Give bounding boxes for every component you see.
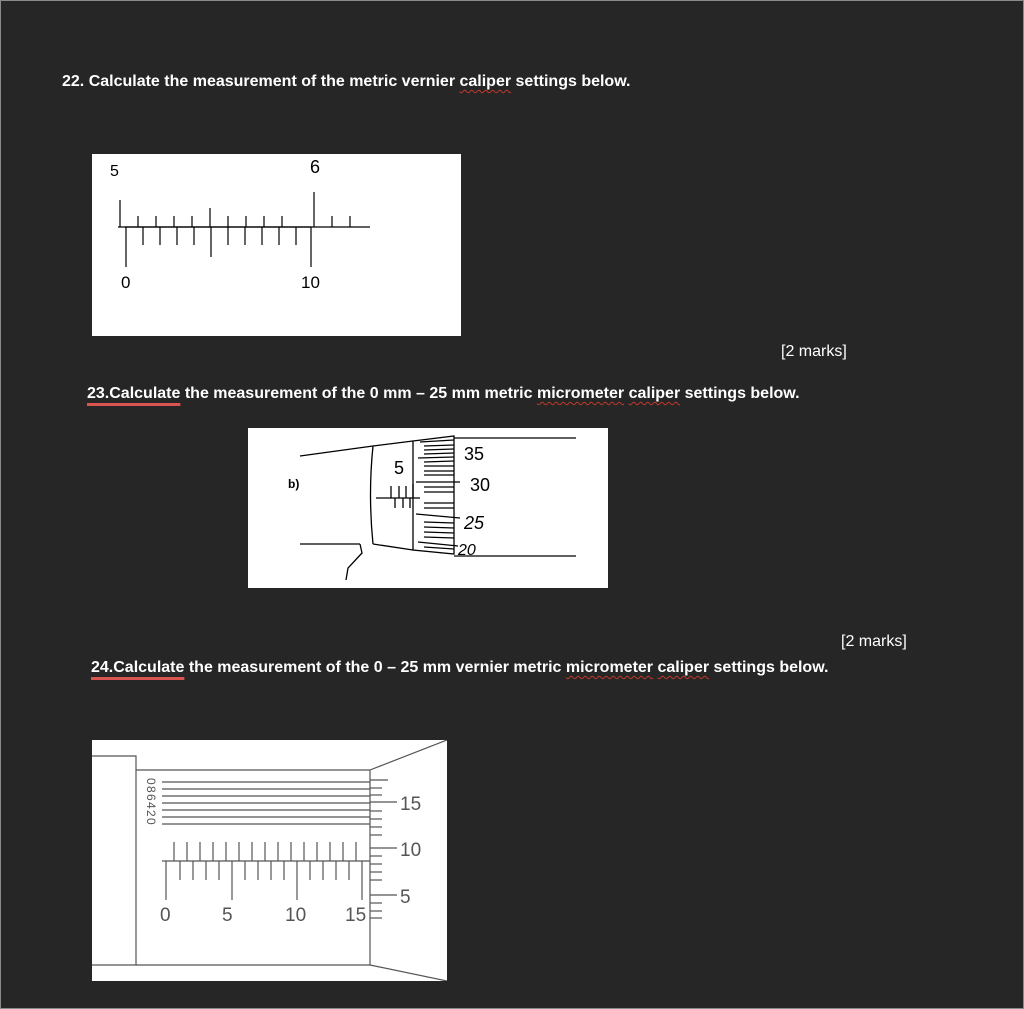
question-23-text: the measurement of the 0 mm – 25 mm metric <box>180 385 537 402</box>
main-scale-label: 6 <box>310 157 321 177</box>
thimble-scale-label: 25 <box>464 513 485 533</box>
figure-label: b) <box>288 477 300 491</box>
sleeve-scale-label: 5 <box>222 905 233 926</box>
vernier-micrometer-figure <box>92 740 447 981</box>
question-22 <box>62 73 631 91</box>
vernier-numeral: 0 <box>144 778 158 785</box>
vernier-caliper-figure <box>92 154 461 336</box>
question-24 <box>91 659 829 677</box>
question-24-suffix: settings below. <box>709 659 829 676</box>
sleeve-scale-label: 5 <box>394 458 405 478</box>
thimble-scale-label: 10 <box>400 840 422 861</box>
vernier-numeral: 4 <box>144 802 158 809</box>
spellcheck-word[interactable]: caliper <box>657 659 710 676</box>
grammar-flagged-word[interactable]: 24.Calculate <box>91 659 185 676</box>
marks-label: [2 marks] <box>841 633 907 650</box>
vernier-micrometer-drawing <box>92 740 447 981</box>
sleeve-scale-label: 10 <box>285 905 307 926</box>
micrometer-drawing <box>248 428 608 588</box>
question-24-text: the measurement of the 0 – 25 mm vernier metric <box>184 659 566 676</box>
vernier-numeral: 0 <box>144 818 158 825</box>
thimble-scale-label: 5 <box>400 887 411 908</box>
question-23 <box>87 385 800 403</box>
spellcheck-word[interactable]: caliper <box>459 73 512 90</box>
thimble-scale-label: 15 <box>400 794 422 815</box>
vernier-numeral: 2 <box>144 810 158 817</box>
main-scale-label: 5 <box>110 163 119 180</box>
micrometer-figure <box>248 428 608 588</box>
vernier-numeral: 6 <box>144 794 158 801</box>
spellcheck-word[interactable]: caliper <box>628 385 681 402</box>
sleeve-scale-label: 0 <box>160 905 171 926</box>
marks-label: [2 marks] <box>781 343 847 360</box>
vernier-scale-label: 10 <box>301 273 320 292</box>
spellcheck-word[interactable]: micrometer <box>565 659 654 676</box>
sleeve-scale-label: 15 <box>345 905 367 926</box>
spellcheck-word[interactable]: micrometer <box>536 385 625 402</box>
thimble-scale-label: 20 <box>458 542 476 559</box>
question-22-prefix: 22. Calculate the measurement of the metric vernier <box>62 73 460 90</box>
vernier-numeral: 8 <box>144 786 158 793</box>
thimble-scale-label: 30 <box>470 475 491 495</box>
vernier-caliper-drawing <box>92 154 461 336</box>
vernier-scale-label: 0 <box>121 273 131 292</box>
question-22-suffix: settings below. <box>511 73 631 90</box>
question-23-suffix: settings below. <box>680 385 800 402</box>
thimble-scale-label: 35 <box>464 444 485 464</box>
grammar-flagged-word[interactable]: 23.Calculate <box>87 385 181 402</box>
